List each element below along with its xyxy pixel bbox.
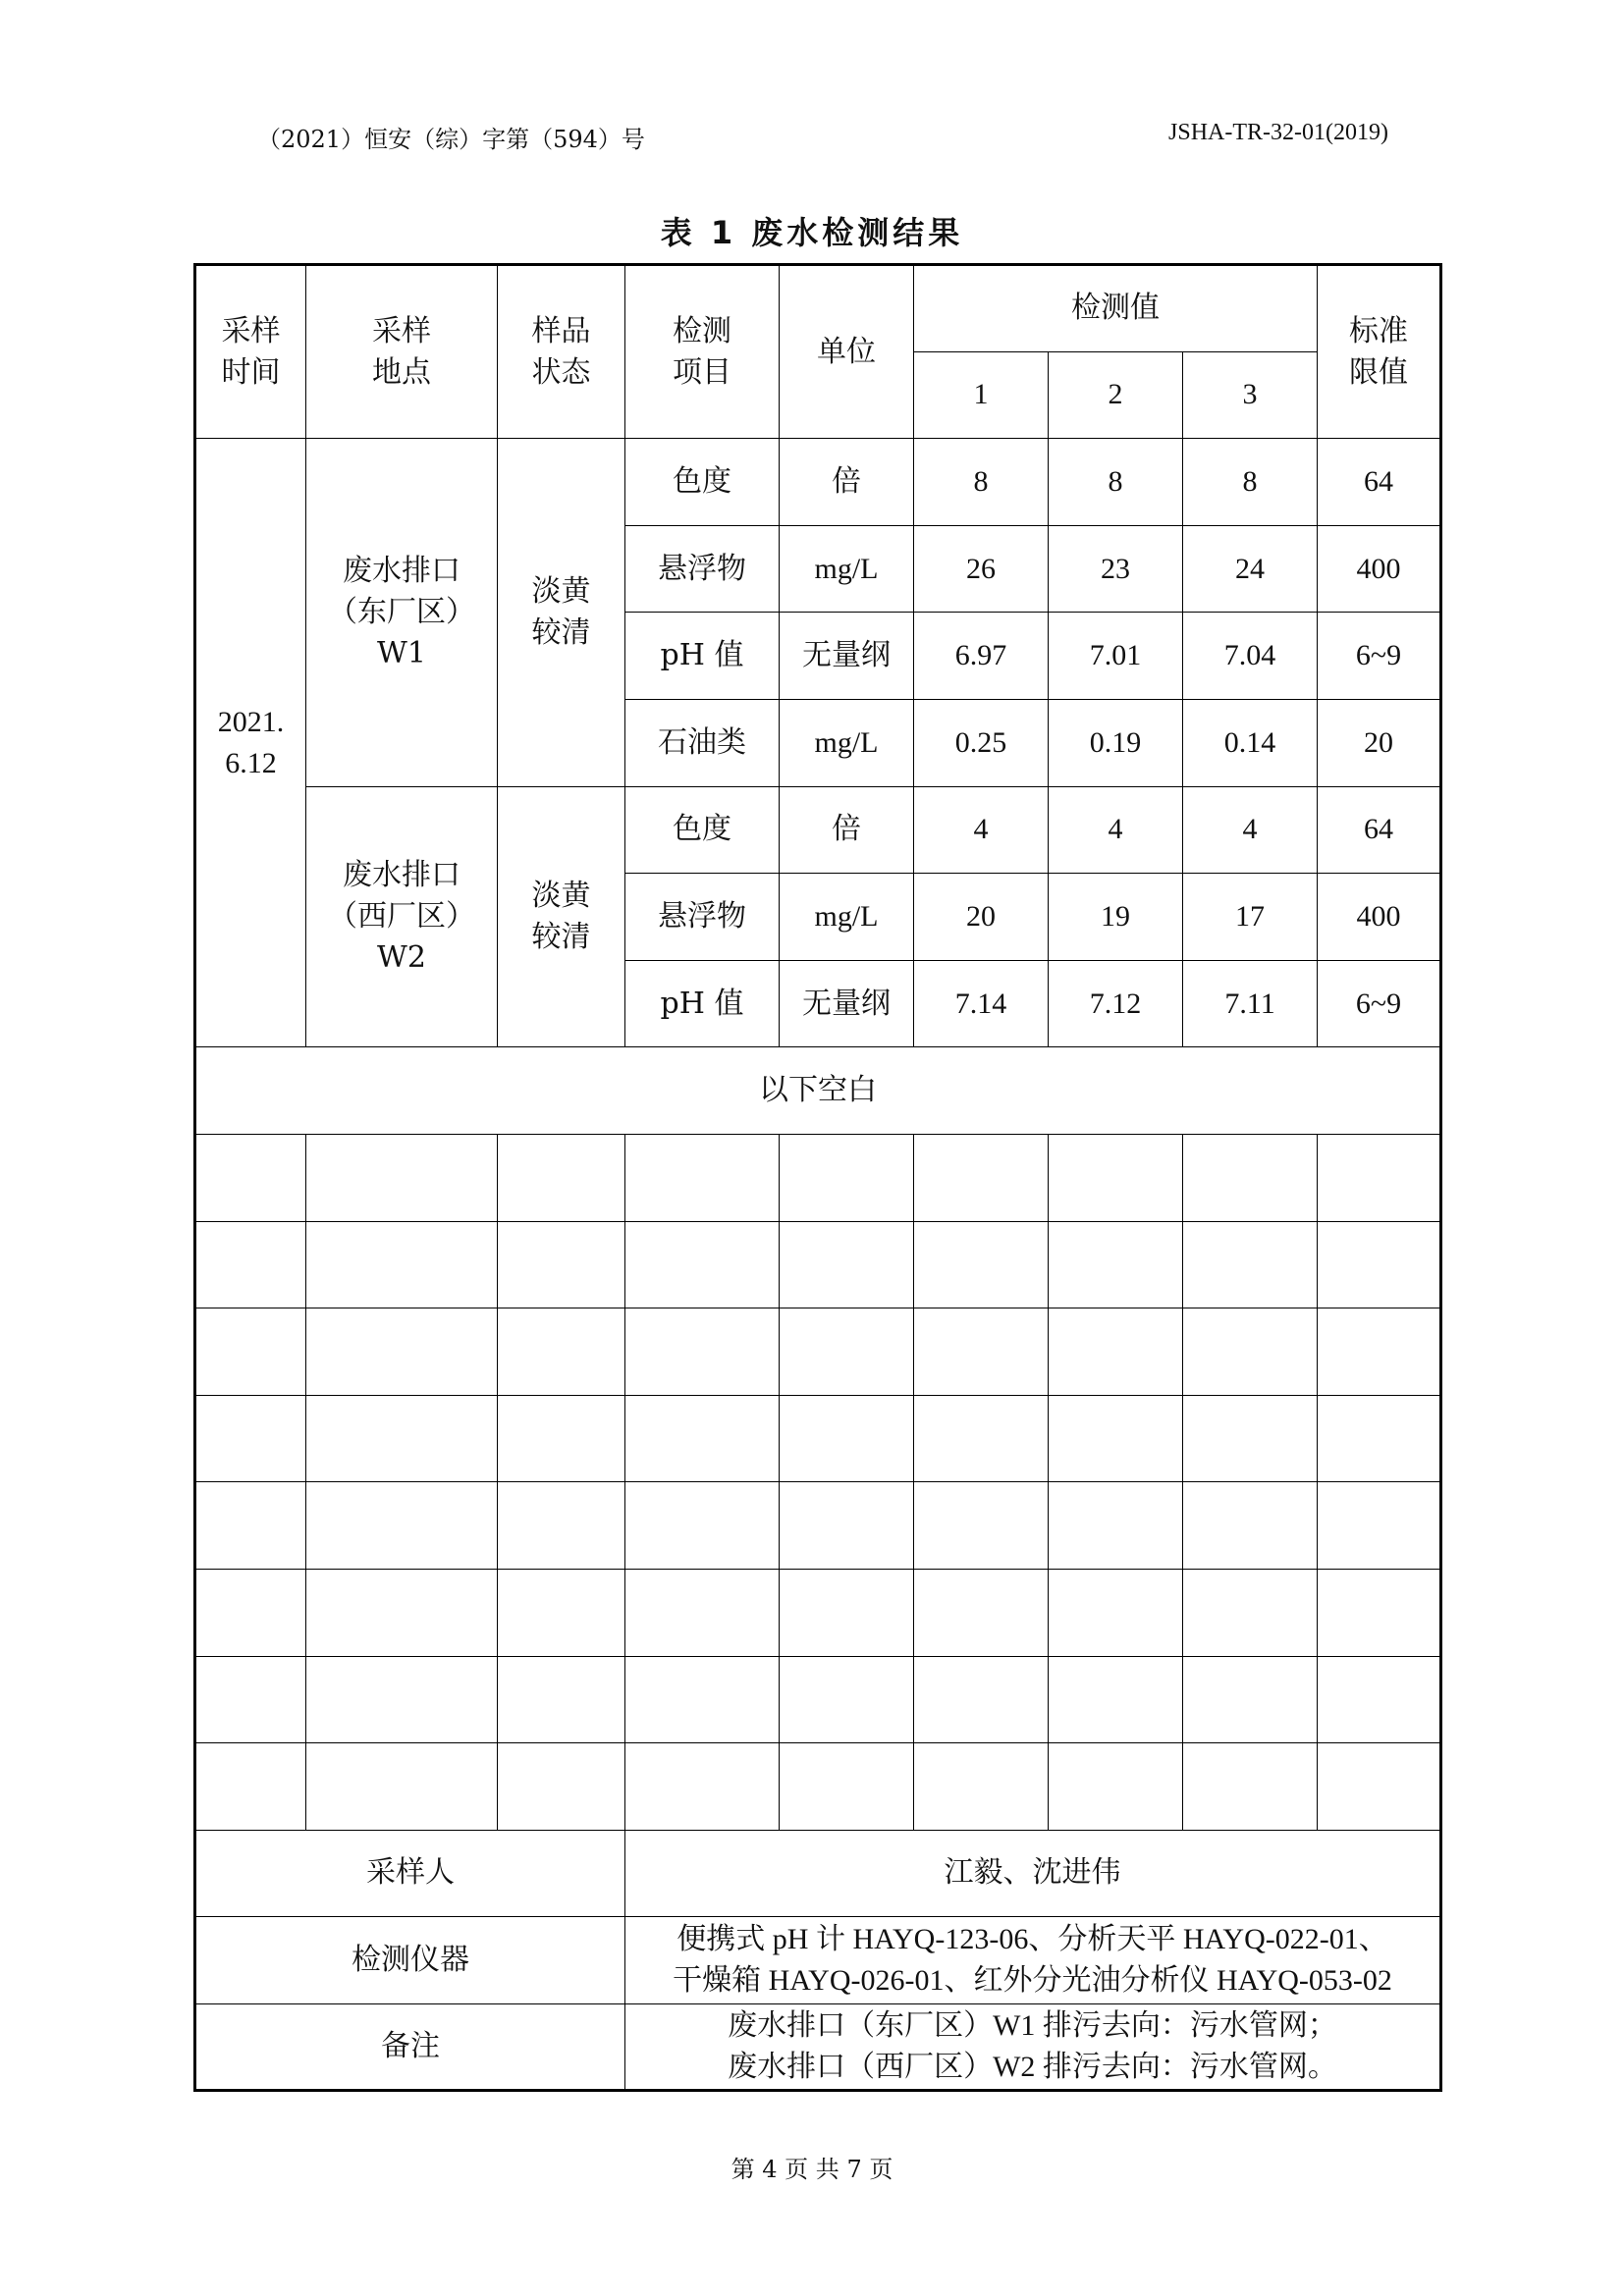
header-value-1: 1 (914, 351, 1049, 439)
value-2: 7.12 (1049, 960, 1183, 1047)
table-row (195, 439, 1441, 526)
table-row (195, 1221, 1441, 1308)
empty-cell (306, 1482, 498, 1570)
value-3: 17 (1183, 874, 1318, 961)
empty-cell (195, 1482, 306, 1570)
empty-cell (1183, 1221, 1318, 1308)
empty-cell (625, 1743, 780, 1831)
empty-cell (780, 1569, 914, 1656)
document-number: （2021）恒安（综）字第（594）号 (257, 126, 645, 153)
empty-cell (1318, 1134, 1441, 1221)
empty-cell (780, 1482, 914, 1570)
empty-cell (195, 1395, 306, 1482)
standard-limit: 400 (1318, 874, 1441, 961)
header-test-values: 检测值 (914, 265, 1318, 352)
value-3: 8 (1183, 439, 1318, 526)
empty-cell (1318, 1482, 1441, 1570)
empty-cell (780, 1743, 914, 1831)
empty-cell (780, 1656, 914, 1743)
empty-cell (306, 1743, 498, 1831)
empty-cell (1318, 1569, 1441, 1656)
empty-cell (780, 1308, 914, 1396)
empty-cell (780, 1395, 914, 1482)
empty-cell (780, 1134, 914, 1221)
value-3: 24 (1183, 525, 1318, 613)
value-2: 4 (1049, 786, 1183, 874)
standard-limit: 400 (1318, 525, 1441, 613)
unit: 倍 (780, 439, 914, 526)
sampler-value: 江毅、沈进伟 (625, 1830, 1441, 1917)
table-body (195, 265, 1441, 2091)
table-row (195, 1047, 1441, 1135)
header-standard-limit: 标准 限值 (1318, 265, 1441, 439)
value-1: 7.14 (914, 960, 1049, 1047)
header-test-item: 检测 项目 (625, 265, 780, 439)
value-2: 19 (1049, 874, 1183, 961)
empty-cell (914, 1221, 1049, 1308)
empty-cell (498, 1395, 625, 1482)
header-unit: 单位 (780, 265, 914, 439)
empty-cell (498, 1656, 625, 1743)
empty-cell (914, 1656, 1049, 1743)
empty-cell (1049, 1308, 1183, 1396)
table-row (195, 1569, 1441, 1656)
value-1: 0.25 (914, 699, 1049, 786)
value-3: 0.14 (1183, 699, 1318, 786)
empty-cell (914, 1743, 1049, 1831)
sample-state: 淡黄 较清 (498, 786, 625, 1047)
blank-note: 以下空白 (195, 1047, 1441, 1135)
unit: mg/L (780, 874, 914, 961)
empty-cell (306, 1656, 498, 1743)
unit: mg/L (780, 525, 914, 613)
empty-cell (1049, 1221, 1183, 1308)
header-sampling-time: 采样 时间 (195, 265, 306, 439)
empty-cell (780, 1221, 914, 1308)
remarks-value: 废水排口（东厂区）W1 排污去向：污水管网； 废水排口（西厂区）W2 排污去向：污水管网。 (625, 2003, 1441, 2091)
sampling-date: 2021. 6.12 (195, 439, 306, 1047)
table-title: 表 1 废水检测结果 (660, 214, 964, 251)
header-sample-state: 样品 状态 (498, 265, 625, 439)
standard-limit: 6~9 (1318, 960, 1441, 1047)
sampling-location: 废水排口 （东厂区） W1 (306, 439, 498, 786)
standard-limit: 64 (1318, 439, 1441, 526)
empty-cell (498, 1569, 625, 1656)
empty-cell (1049, 1134, 1183, 1221)
empty-cell (625, 1569, 780, 1656)
unit: 倍 (780, 786, 914, 874)
value-3: 7.04 (1183, 613, 1318, 700)
value-1: 6.97 (914, 613, 1049, 700)
value-1: 26 (914, 525, 1049, 613)
empty-cell (1318, 1308, 1441, 1396)
empty-cell (306, 1221, 498, 1308)
form-code: JSHA-TR-32-01(2019) (1168, 120, 1388, 145)
sampler-label: 采样人 (195, 1830, 625, 1917)
empty-cell (195, 1134, 306, 1221)
instruments-value: 便携式 pH 计 HAYQ-123-06、分析天平 HAYQ-022-01、 干燥箱 HAYQ-026-01、红外分光油分析仪 HAYQ-053-02 (625, 1917, 1441, 2004)
empty-cell (914, 1134, 1049, 1221)
empty-cell (1049, 1743, 1183, 1831)
value-2: 8 (1049, 439, 1183, 526)
empty-cell (914, 1308, 1049, 1396)
standard-limit: 64 (1318, 786, 1441, 874)
table-row (195, 1830, 1441, 1917)
empty-cell (1183, 1743, 1318, 1831)
empty-cell (498, 1743, 625, 1831)
sampling-location: 废水排口 （西厂区） W2 (306, 786, 498, 1047)
empty-cell (625, 1482, 780, 1570)
empty-cell (195, 1308, 306, 1396)
value-1: 4 (914, 786, 1049, 874)
empty-cell (914, 1395, 1049, 1482)
test-item: 悬浮物 (625, 874, 780, 961)
header-value-2: 2 (1049, 351, 1183, 439)
instruments-label: 检测仪器 (195, 1917, 625, 2004)
empty-cell (1183, 1308, 1318, 1396)
empty-cell (195, 1656, 306, 1743)
table-row (195, 1917, 1441, 2004)
value-2: 0.19 (1049, 699, 1183, 786)
empty-cell (1183, 1134, 1318, 1221)
empty-cell (1318, 1221, 1441, 1308)
unit: 无量纲 (780, 960, 914, 1047)
table-row (195, 2003, 1441, 2091)
empty-cell (625, 1656, 780, 1743)
sample-state: 淡黄 较清 (498, 439, 625, 786)
test-item: pH 值 (625, 613, 780, 700)
empty-cell (306, 1134, 498, 1221)
header-sampling-location: 采样 地点 (306, 265, 498, 439)
empty-cell (1183, 1656, 1318, 1743)
unit: mg/L (780, 699, 914, 786)
empty-cell (1183, 1482, 1318, 1570)
value-1: 8 (914, 439, 1049, 526)
standard-limit: 6~9 (1318, 613, 1441, 700)
table-row (195, 1134, 1441, 1221)
empty-cell (195, 1743, 306, 1831)
value-1: 20 (914, 874, 1049, 961)
table-row (195, 265, 1441, 352)
table-row (195, 1656, 1441, 1743)
test-item: 悬浮物 (625, 525, 780, 613)
empty-cell (306, 1395, 498, 1482)
table-row (195, 1743, 1441, 1831)
test-item: 石油类 (625, 699, 780, 786)
empty-cell (914, 1482, 1049, 1570)
empty-cell (498, 1221, 625, 1308)
value-2: 23 (1049, 525, 1183, 613)
empty-cell (1318, 1743, 1441, 1831)
empty-cell (1318, 1656, 1441, 1743)
page-footer: 第 4 页 共 7 页 (731, 2156, 893, 2183)
empty-cell (1049, 1395, 1183, 1482)
empty-cell (306, 1569, 498, 1656)
table-row (195, 1482, 1441, 1570)
empty-cell (306, 1308, 498, 1396)
empty-cell (1183, 1395, 1318, 1482)
value-3: 7.11 (1183, 960, 1318, 1047)
empty-cell (914, 1569, 1049, 1656)
empty-cell (625, 1221, 780, 1308)
empty-cell (1183, 1569, 1318, 1656)
value-2: 7.01 (1049, 613, 1183, 700)
empty-cell (195, 1221, 306, 1308)
empty-cell (498, 1134, 625, 1221)
test-item: 色度 (625, 786, 780, 874)
remarks-label: 备注 (195, 2003, 625, 2091)
empty-cell (195, 1569, 306, 1656)
table-row (195, 786, 1441, 874)
header-value-3: 3 (1183, 351, 1318, 439)
table-row (195, 1395, 1441, 1482)
test-item: 色度 (625, 439, 780, 526)
table-row (195, 1308, 1441, 1396)
empty-cell (1049, 1656, 1183, 1743)
empty-cell (1049, 1482, 1183, 1570)
empty-cell (625, 1134, 780, 1221)
empty-cell (498, 1308, 625, 1396)
empty-cell (1318, 1395, 1441, 1482)
unit: 无量纲 (780, 613, 914, 700)
value-3: 4 (1183, 786, 1318, 874)
standard-limit: 20 (1318, 699, 1441, 786)
result-table (193, 263, 1442, 2092)
empty-cell (498, 1482, 625, 1570)
empty-cell (625, 1395, 780, 1482)
empty-cell (625, 1308, 780, 1396)
empty-cell (1049, 1569, 1183, 1656)
test-item: pH 值 (625, 960, 780, 1047)
